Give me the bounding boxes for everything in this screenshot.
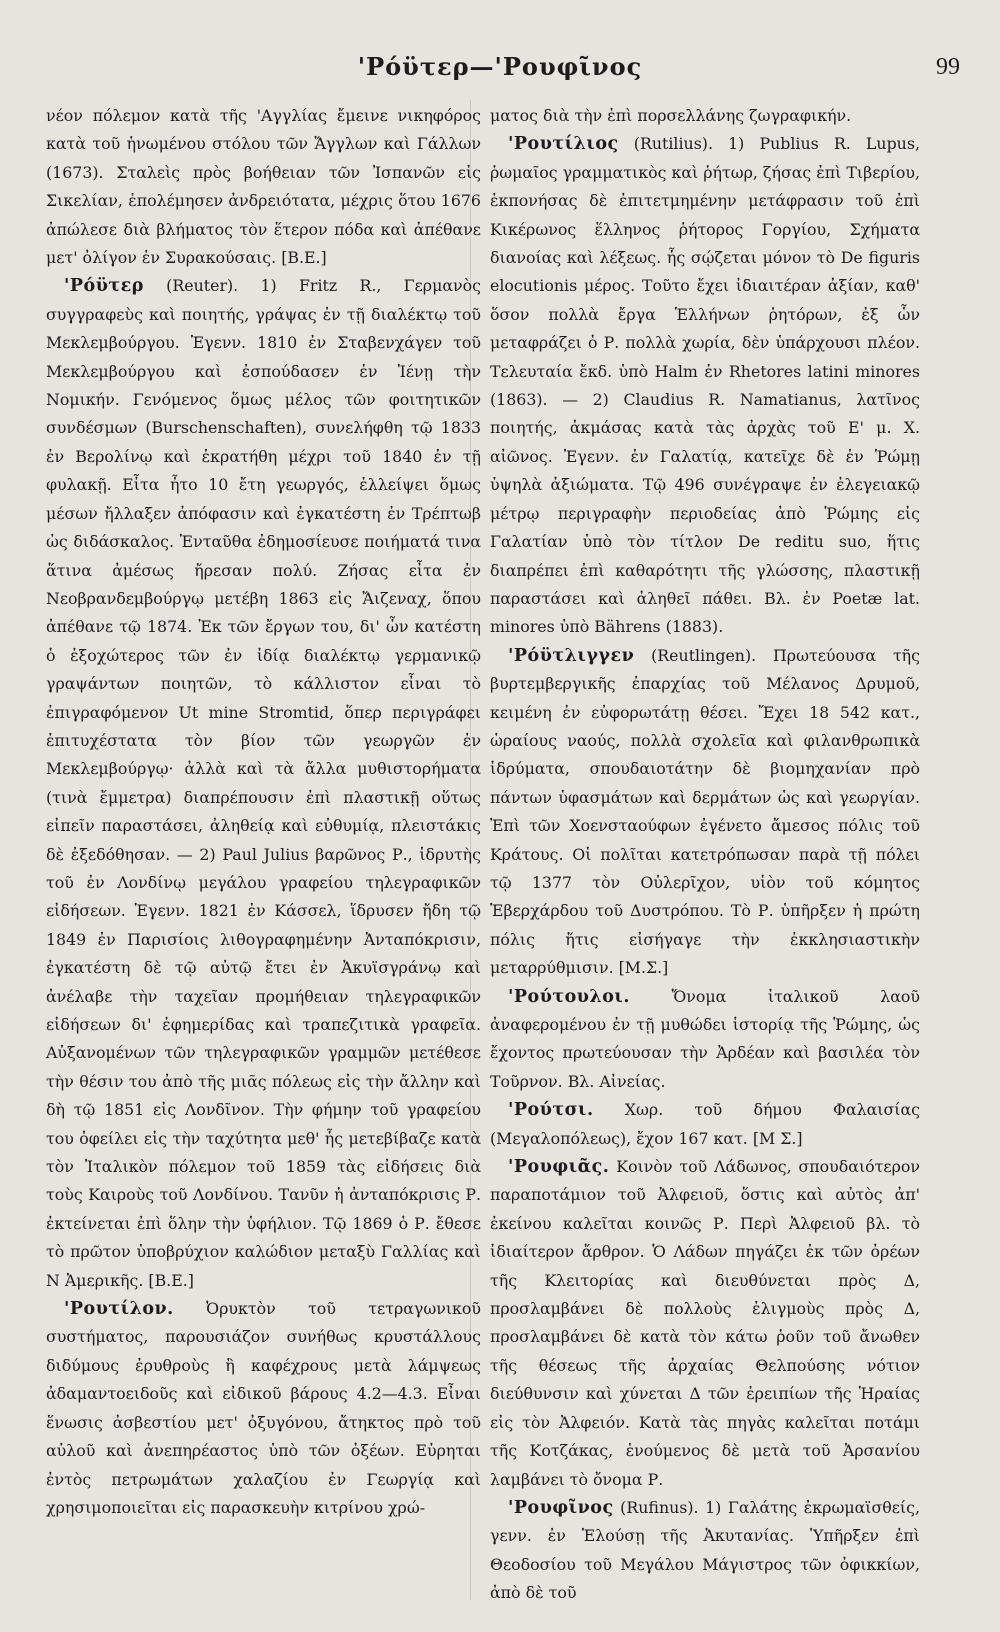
entry-lemma: 'Ρόϋτλιγγεν xyxy=(508,645,635,666)
entry-lemma: 'Ρουτίλον. xyxy=(64,1299,174,1320)
right-column xyxy=(490,102,920,1608)
left-column xyxy=(46,102,481,1522)
entry-continuation: νέον πόλεμον κατὰ τῆς 'Αγγλίας ἔμεινε νικηφόρος κατὰ τοῦ ἡνωμένου στόλου τῶν Ἄγγλων καὶ Γάλλων (1673). Σταλεὶς πρὸς βοήθειαν τῶν Ἰσπανῶν εἰς Σικελίαν, ἐπολέμησεν ἀνδρειότατα, μέχρις ὅτου 1676 ἀπώλεσε διὰ βλήματος τὸν ἕτερον πόδα καὶ ἀπέθανε μετ' ὀλίγον ἐν Συρακούσαις. [Β.Ε.] xyxy=(46,106,481,268)
page-number: 99 xyxy=(936,54,960,80)
entry-lemma: 'Ρουφιᾶς. xyxy=(508,1157,610,1178)
entry-text: Χωρ. τοῦ δήμου Φαλαισίας (Μεγαλοπόλεως), ἔχον 167 κατ. [Μ Σ.] xyxy=(490,1100,920,1148)
entry-text: (Reutlingen). Πρωτεύουσα τῆς βυρτεμβεργικῆς ἐπαρχίας τοῦ Μέλανος Δρυμοῦ, κειμένη ἐν εὐφορωτάτῃ θέσει. Ἔχει 18 542 κατ., ὡραίους ναούς, πολλὰ σχολεῖα καὶ φιλανθρωπικὰ ἱδρύματα, σπουδαιοτάτην δὲ βιομηχανίαν πρὸ πάντων ὑφασμάτων καὶ δερμάτων ὡς καὶ γεωργίαν. Ἐπὶ τῶν Χοενσταούφων ἐγένετο ἄμεσος πόλις τοῦ Κράτους. Οἱ πολῖται κατετρόπωσαν παρὰ τῇ πόλει τῷ 1377 τὸν Οὐλερῖχον, υἱὸν τοῦ κόμητος Ἐβερχάρδου τοῦ Δυστρόπου. Τὸ Ρ. ὑπῆρξεν ἡ πρώτη πόλις ἥτις εἰσήγαγε τὴν ἐκκλησιαστικὴν μεταρρύθμισιν. [Μ.Σ.] xyxy=(490,645,920,978)
entry-text: (Rutilius). 1) Publius R. Lupus, ῥωμαῖος γραμματικὸς καὶ ῥήτωρ, ζήσας ἐπὶ Τιβερίου, ἐκπονήσας δὲ ἐπιτετμημένην μετάφρασιν τοῦ ἐπὶ Κικέρωνος ἕλληνος ῥήτορος Γοργίου, Σχήματα διανοίας καὶ λέξεως. ἧς σῴζεται μόνον τὸ De figuris elocutionis μέρος. Τοῦτο ἔχει ἰδιαιτέραν ἀξίαν, καθ' ὅσον πολλὰ ἔργα Ἑλλήνων ῥητόρων, ἐξ ὧν μεταφράζει ὁ Ρ. πολλὰ χωρία, δὲν ὑπάρχουσι πλέον. Τελευταία ἔκδ. ὑπὸ Halm ἐν Rhetores latini minores (1863). — 2) Claudius R. Namatianus, λατῖνος ποιητής, ἀκμάσας κατὰ τὰς ἀρχὰς τοῦ Ε' μ. Χ. αἰῶνος. Ἐγενν. ἐν Γαλατίᾳ, κατεῖχε δὲ ἐν Ῥώμῃ ὑψηλὰ ἀξιώματα. Τῷ 496 συνέγραψε ἐν ἐλεγειακῷ μέτρῳ περιγραφὴν περιοδείας ἀπὸ Ῥώμης εἰς Γαλατίαν ὑπὸ τὸν τίτλον De reditu suo, ἥτις διαπρέπει ἐπὶ καθαρότητι τῆς γλώσσης, πλαστικῇ παραστάσει καὶ ἀληθεῖ πάθει. Βλ. ἐν Poetæ lat. minores ὑπὸ Bährens (1883). xyxy=(490,134,920,637)
entry-lemma: 'Ρουτίλιος xyxy=(508,134,619,155)
entry-lemma: 'Ρούτουλοι. xyxy=(508,986,630,1007)
entry-lemma: 'Ρούτσι. xyxy=(508,1100,594,1121)
entry-reuter xyxy=(46,272,481,1295)
entry-text: Ὀρυκτὸν τοῦ τετραγωνικοῦ συστήματος, παρουσιάζον συνήθως κρυστάλλους διδύμους ἐρυθροὺς ἢ καφέχρους μετὰ λάμψεως ἀδαμαντοειδοῦς καὶ εἰδικοῦ βάρους 4.2—4.3. Εἶναι ἕνωσις ἀσβεστίου μετ' ὀξυγόνου, ἄτηκτος πρὸ τοῦ αὐλοῦ καὶ ἀνεπηρέαστος ὑπὸ τῶν ὀξέων. Εὑρηται ἐντὸς πετρωμάτων χαλαζίου ἐν Γεωργίᾳ καὶ χρησιμοποιεῖται εἰς παρασκευὴν κιτρίνου χρώ- xyxy=(46,1299,482,1517)
entry-text: Ὄνομα ἰταλικοῦ λαοῦ ἀναφερομένου ἐν τῇ μυθώδει ἱστορίᾳ τῆς Ῥώμης, ὡς ἔχοντος πρωτεύουσαν τὴν Ἀρδέαν καὶ βασιλέα τὸν Τοῦρνον. Βλ. Αἰνείας. xyxy=(490,986,920,1091)
entry-lemma: 'Ρουφῖνος xyxy=(508,1497,614,1518)
entry-continuation: ματος διὰ τὴν ἐπὶ πορσελλάνης ζωγραφικήν. xyxy=(490,106,852,125)
page-header xyxy=(40,52,960,88)
entry-lemma: 'Ρόϋτερ xyxy=(64,276,144,297)
entry-text: (Reuter). 1) Fritz R., Γερμανὸς συγγραφεὺς καὶ ποιητής, γράψας ἐν τῇ διαλέκτῳ τοῦ Μεκλεμβούργου. Ἐγενν. 1810 ἐν Σταβενχάγεν τοῦ Μεκλεμβούργου καὶ ἐσπούδασεν ἐν Ἰένῃ τὴν Νομικήν. Γενόμενος ὅμως μέλος τῶν φοιτητικῶν συνδέσμων (Burschenschaften), συνελήφθη τῷ 1833 ἐν Βερολίνῳ καὶ ἐκρατήθη μέχρι τοῦ 1840 ἐν τῇ φυλακῇ. Εἶτα ἦτο 10 ἔτη γεωργός, ἐλλείψει ὅμως μέσων ἤλλαξεν ἀπόφασιν καὶ ἐγκατέστη ἐν Τρέπτωβ ὡς διδάσκαλος. Ἐνταῦθα ἐδημοσίευσε ποιήματά τινα ἅτινα ἀμέσως ἤρεσαν πολύ. Ζήσας εἶτα ἐν Νεοβρανδεμβούργῳ μετέβη 1863 εἰς Ἄιζεναχ, ὅπου ἀπέθανε τῷ 1874. Ἐκ τῶν ἔργων του, δι' ὧν κατέστη ὁ ἐξοχώτερος τῶν ἐν ἰδίᾳ διαλέκτῳ γερμανικῷ γραψάντων ποιητῶν, τὸ κάλλιστον εἶναι τὸ ἐπιγραφόμενον Ut mine Stromtid, ὅπερ περιγράφει ἐπιτυχέστατα τὸν βίον τῶν γεωργῶν ἐν Μεκλεμβούργῳ· ἀλλὰ καὶ τὰ ἄλλα μυθιστορήματα (τινὰ ἔμμετρα) διαπρέπουσιν ἐπὶ πλαστικῇ οὕτως εἰπεῖν παραστάσει, ἀληθείᾳ καὶ εὐθυμίᾳ, πλειστάκις δὲ ἐξεδόθησαν. — 2) Paul Julius βαρῶνος Ρ., ἱδρυτὴς τοῦ ἐν Λονδίνῳ μεγάλου γραφείου τηλεγραφικῶν εἰδήσεων. Ἐγενν. 1821 ἐν Κάσσελ, ἵδρυσεν ἤδη τῷ 1849 ἐν Παρισίοις λιθογραφημένην Ἀνταπόκρισιν, ἐγκατέστη δὲ τῷ αὐτῷ ἔτει ἐν Ἀκυϊσγράνῳ καὶ ἀνέλαβε τὴν ταχεῖαν προμήθειαν τηλεγραφικῶν εἰδήσεων δι' ἐφημερίδας καὶ τραπεζιτικὰ γραφεῖα. Αὐξανομένων τῶν τηλεγραφικῶν γραμμῶν μετέθεσε τὴν θέσιν του ἀπὸ τῆς μιᾶς πόλεως εἰς τὴν ἄλλην καὶ δὴ τῷ 1851 εἰς Λονδῖνον. Τὴν φήμην τοῦ γραφείου του ὀφείλει εἰς τὴν ταχύτητα μεθ' ἧς μετεβίβαζε κατὰ τὸν Ἰταλικὸν πόλεμον τοῦ 1859 τὰς εἰδήσεις διὰ τοὺς Καιροὺς τοῦ Λονδίνου. Τανῦν ἡ ἀνταπόκρισις Ρ. ἐκτείνεται ἐπὶ ὅλην τὴν ὑφήλιον. Τῷ 1869 ὁ Ρ. ἔθεσε τὸ πρῶτον ὑποβρύχιον καλώδιον μεταξὺ Γαλλίας καὶ Ν Ἀμερικῆς. [Β.Ε.] xyxy=(46,276,481,1290)
entry-reutlingen xyxy=(490,642,920,983)
entry-text: (Rufinus). 1) Γαλάτης ἐκρωμαϊσθείς, γενν. ἐν Ἐλούσῃ τῆς Ἀκυτανίας. Ὑπῆρξεν ἐπὶ Θεοδοσίου τοῦ Μεγάλου Μάγιστρος τῶν ὀφικκίων, ἀπὸ δὲ τοῦ xyxy=(490,1497,920,1603)
entry-rutile xyxy=(46,1295,481,1522)
entry-rutilius xyxy=(490,130,920,641)
entry-text: Κοινὸν τοῦ Λάδωνος, σπουδαιότερον παραποτάμιον τοῦ Ἀλφειοῦ, ὅστις καὶ αὐτὸς ἀπ' ἐκείνου καλεῖται κοινῶς Ρ. Περὶ Ἀλφειοῦ βλ. τὸ ἰδιαίτερον ἄρθρον. Ὁ Λάδων πηγάζει ἐκ τῶν ὀρέων τῆς Κλειτορίας καὶ διευθύνεται πρὸς Δ, προσλαμβάνει δὲ πολλοὺς ἑλιγμοὺς πρὸς Δ, προσλαμβάνει δὲ κατὰ τὸν κάτω ῥοῦν τοῦ ἄνωθεν τῆς θέσεως τῆς ἀρχαίας Θελπούσης νότιον διεύθυνσιν καὶ χύνεται Δ τῶν ἐρειπίων τῆς Ἡραίας εἰς τὸν Ἀλφειόν. Κατὰ τὰς πηγὰς καλεῖται ποτάμι τῆς Κοτζάκας, ἑνούμενος δὲ μετὰ τοῦ Ἀρσανίου λαμβάνει τὸ ὄνομα Ρ. xyxy=(490,1157,920,1489)
entry-routsi xyxy=(490,1096,920,1153)
entry-rufinus xyxy=(490,1494,920,1608)
running-title: 'Ρόϋτερ—'Ρουφῖνος xyxy=(357,52,643,81)
entry-rufias xyxy=(490,1153,920,1494)
entry-rutuli xyxy=(490,983,920,1097)
